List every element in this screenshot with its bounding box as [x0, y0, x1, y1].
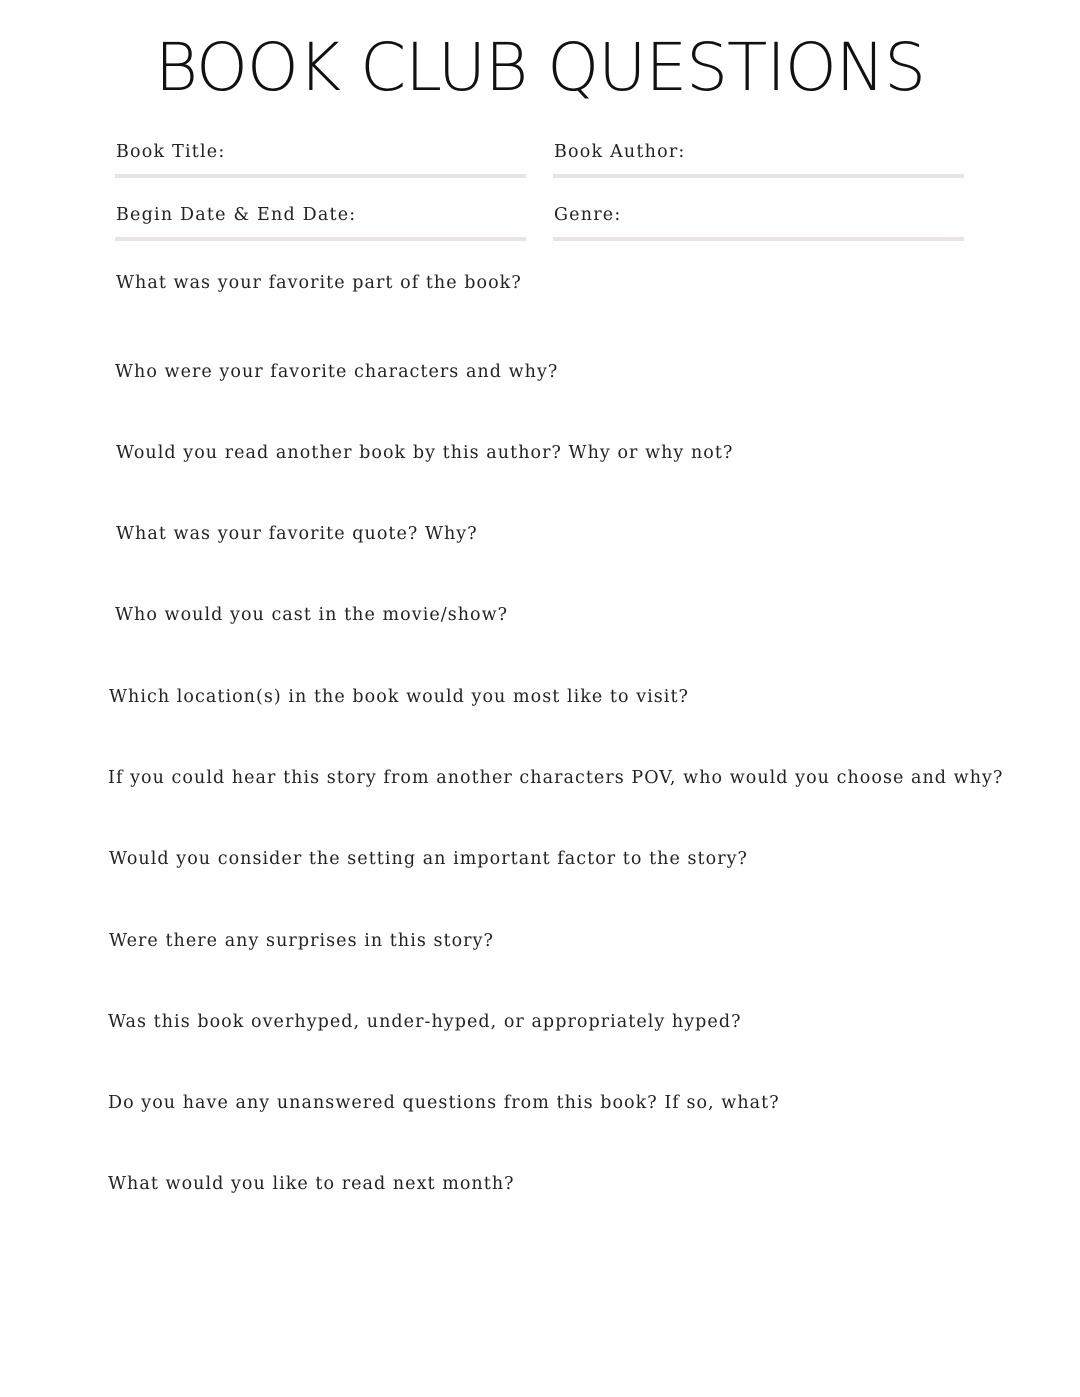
- book-title-line[interactable]: [115, 174, 526, 178]
- dates-label: Begin Date & End Date:: [116, 205, 357, 225]
- page-title: BOOK CLUB QUESTIONS: [154, 29, 926, 106]
- genre-line[interactable]: [553, 237, 964, 241]
- question-favorite-part: What was your favorite part of the book?: [116, 273, 522, 293]
- question-next-month: What would you like to read next month?: [108, 1174, 515, 1194]
- question-read-another: Would you read another book by this author? Why or why not?: [116, 443, 734, 463]
- dates-line[interactable]: [115, 237, 526, 241]
- genre-label: Genre:: [554, 205, 622, 225]
- book-author-label: Book Author:: [554, 142, 686, 162]
- question-surprises: Were there any surprises in this story?: [109, 931, 494, 951]
- question-cast-movie: Who would you cast in the movie/show?: [115, 605, 509, 625]
- book-author-line[interactable]: [553, 174, 964, 178]
- question-unanswered: Do you have any unanswered questions from this book? If so, what?: [108, 1093, 780, 1113]
- question-favorite-characters: Who were your favorite characters and why?: [115, 362, 559, 382]
- question-hype: Was this book overhyped, under-hyped, or appropriately hyped?: [108, 1012, 742, 1032]
- question-location: Which location(s) in the book would you most like to visit?: [109, 687, 689, 707]
- question-setting: Would you consider the setting an important factor to the story?: [109, 849, 748, 869]
- question-favorite-quote: What was your favorite quote? Why?: [116, 524, 478, 544]
- book-title-label: Book Title:: [116, 142, 226, 162]
- question-another-pov: If you could hear this story from another characters POV, who would you choose and why?: [108, 768, 1004, 788]
